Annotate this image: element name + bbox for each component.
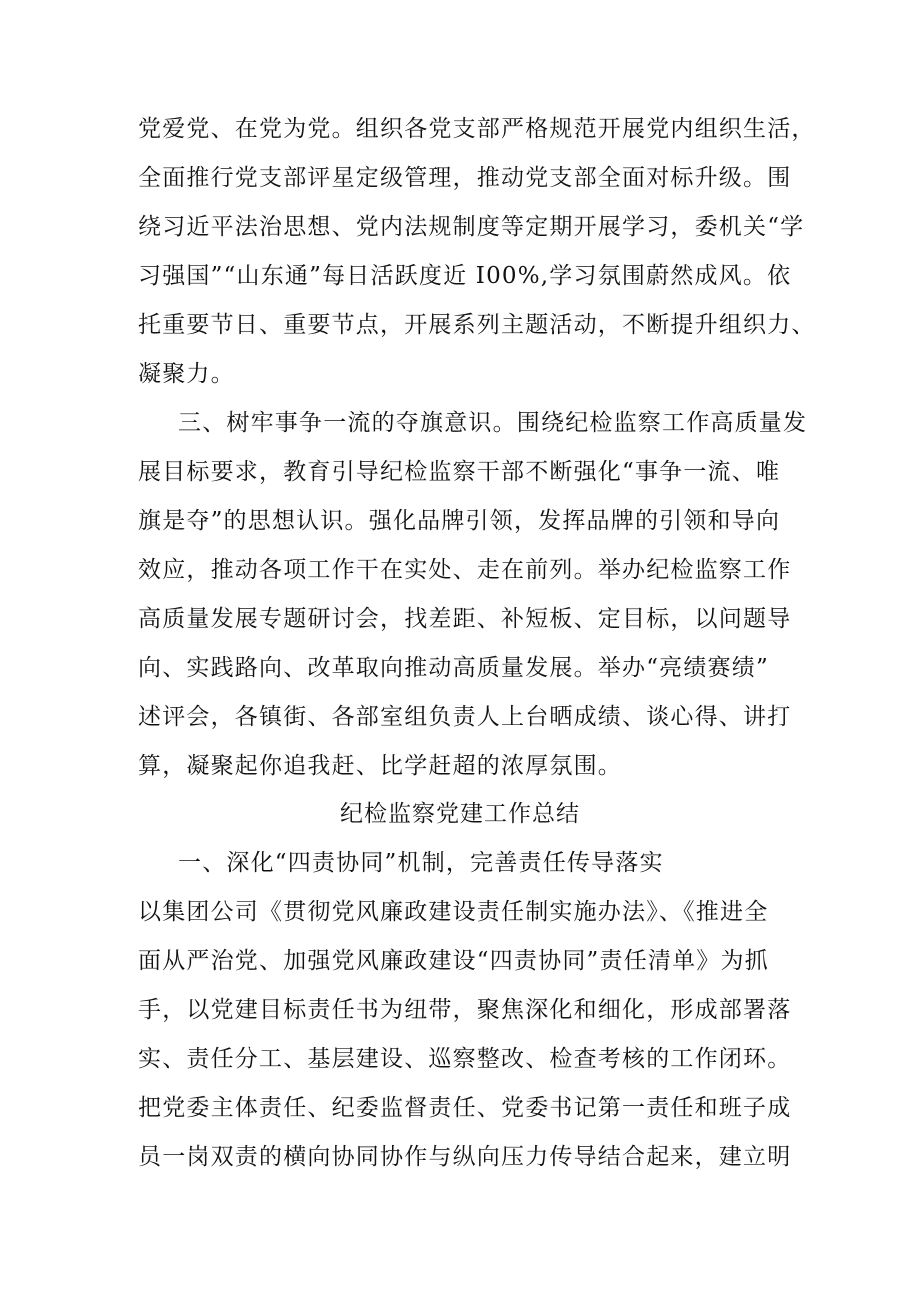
paragraph-line: 凝聚力。 (138, 361, 235, 387)
paragraph-line: 员一岗双责的横向协同协作与纵向压力传导结合起来，建立明 (138, 1144, 792, 1170)
paragraph-line: 以集团公司《贯彻党风廉政建设责任制实施办法》、《推进全 (138, 899, 769, 925)
paragraph-line: 高质量发展专题研讨会，找差距、补短板、定目标，以问题导 (138, 606, 792, 632)
section-heading-line: 三、树牢事争一流的夺旗意识。围绕纪检监察工作高质量发 (178, 410, 808, 436)
paragraph-line: 述评会，各镇街、各部室组负责人上台晒成绩、谈心得、讲打 (138, 704, 792, 730)
paragraph-line: 托重要节日、重要节点，开展系列主题活动，不断提升组织力、 (138, 312, 816, 338)
paragraph-line: 绕习近平法治思想、党内法规制度等定期开展学习，委机关“学 (138, 214, 805, 240)
paragraph-line: 旗是夺”的思想认识。强化品牌引领，发挥品牌的引领和导向 (138, 508, 781, 534)
paragraph-line: 效应，推动各项工作干在实处、走在前列。举办纪检监察工作 (138, 557, 792, 583)
paragraph-line: 把党委主体责任、纪委监督责任、党委书记第一责任和班子成 (138, 1095, 792, 1121)
document-title: 纪检监察党建工作总结 (340, 801, 580, 827)
section-heading-line: 一、深化“四责协同”机制，完善责任传导落实 (178, 850, 664, 876)
paragraph-line: 展目标要求，教育引导纪检监察干部不断强化“事争一流、唯 (138, 459, 781, 485)
paragraph-line: 算，凝聚起你追我赶、比学赶超的浓厚氛围。 (138, 753, 622, 779)
paragraph-line: 全面推行党支部评星定级管理，推动党支部全面对标升级。围 (138, 165, 792, 191)
paragraph-line: 面从严治党、加强党风廉政建设“四责协同”责任清单》为抓 (138, 948, 769, 974)
paragraph-line: 向、实践路向、改革取向推动高质量发展。举办“亮绩赛绩” (138, 655, 769, 681)
paragraph-line: 党爱党、在党为党。组织各党支部严格规范开展党内组织生活， (138, 116, 816, 142)
paragraph-line: 手，以党建目标责任书为纽带，聚焦深化和细化，形成部署落 (138, 997, 792, 1023)
paragraph-line: 实、责任分工、基层建设、巡察整改、检查考核的工作闭环。 (138, 1046, 792, 1072)
paragraph-line: 习强国”“山东通”每日活跃度近 I00%,学习氛围蔚然成风。依 (138, 263, 792, 289)
